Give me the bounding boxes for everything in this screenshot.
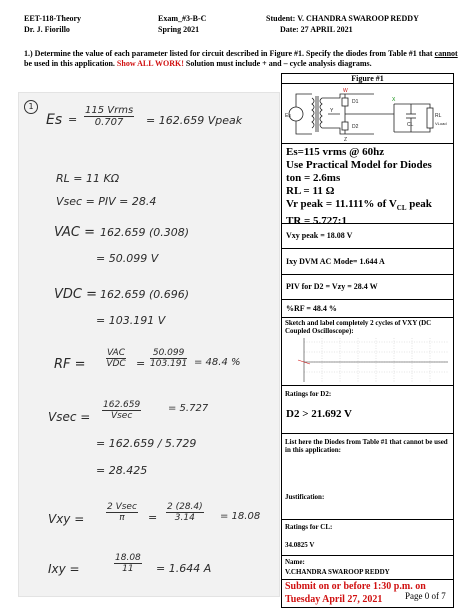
submit-deadline: Submit on or before 1:30 p.m. on Tuesday April 27, 2021 bbox=[282, 580, 453, 608]
hw-ixy-lhs: Ixy = bbox=[48, 562, 80, 576]
hw-vxy-lhs: Vxy = bbox=[48, 512, 85, 526]
svg-text:CL: CL bbox=[407, 122, 414, 128]
hw-vxy-fraction-1: 2 Vsec π bbox=[107, 502, 137, 523]
given-parameters: Es=115 vrms @ 60hz Use Practical Model for Diodes ton = 2.6ms RL = 11 Ω Vr peak = 11.111% of $V_{CL}$ peak TR = 5.727:1 bbox=[282, 144, 453, 224]
hw-rf-value: = 48.4 % bbox=[194, 357, 241, 368]
hw-vxy-fraction-2: $\frac{2 (28.4)}{3.14}$ bbox=[167, 502, 203, 523]
svg-text:Y: Y bbox=[330, 108, 334, 114]
hw-vdc-lhs: VDC = bbox=[54, 287, 98, 302]
sketch-area bbox=[282, 318, 453, 386]
svg-text:X: X bbox=[392, 97, 396, 103]
hw-vsec-div: = 162.659 / 5.729 bbox=[96, 437, 197, 450]
svg-text:D1: D1 bbox=[352, 99, 359, 105]
hw-vdc-expr: 162.659 (0.696) bbox=[100, 288, 190, 301]
name-value: V.CHANDRA SWAROOP REDDY bbox=[285, 568, 390, 576]
svg-text:Es: Es bbox=[285, 113, 291, 119]
hw-es-result: = 162.659 Vpeak bbox=[146, 114, 243, 127]
svg-text:D2: D2 bbox=[352, 124, 359, 130]
sketch-label: Sketch and label completely 2 cycles of VXY (DC Coupled Oscilloscope): bbox=[285, 319, 432, 335]
show-work-warning: Show ALL WORK! bbox=[116, 59, 184, 68]
term: Spring 2021 bbox=[158, 25, 200, 34]
hw-vsec-value: = 28.425 bbox=[96, 464, 148, 477]
answer-piv-d2: PIV for D2 = Vzy = 28.4 W bbox=[282, 275, 453, 300]
instructor-name: Dr. J. Fiorillo bbox=[24, 25, 70, 34]
hw-vsec-piv: Vsec = PIV = 28.4 bbox=[56, 195, 157, 208]
diode-d1 bbox=[342, 98, 348, 106]
ratings-cl: Ratings for CL: 34.0825 V bbox=[282, 520, 453, 556]
problem-circle: 1 bbox=[24, 100, 38, 114]
hw-rl: RL = 11 KΩ bbox=[56, 172, 120, 185]
figure-title: Figure #1 bbox=[282, 73, 453, 84]
hw-vsec-eq: = 5.727 bbox=[168, 403, 209, 414]
circuit-diagram bbox=[282, 84, 453, 144]
ratings-cl-value: 34.0825 V bbox=[285, 541, 315, 549]
justification-label: Justification: bbox=[285, 493, 325, 501]
exam-name: Exam_#3-B-C bbox=[158, 14, 207, 23]
svg-text:W: W bbox=[343, 88, 348, 94]
diode-d2 bbox=[342, 122, 348, 130]
hw-ixy-fraction: $\frac{18.08}{11}$ bbox=[115, 553, 141, 574]
hw-vsec-fraction: 162.659 Vsec bbox=[103, 400, 141, 421]
hw-vsec-lhs: Vsec = bbox=[48, 410, 91, 424]
ratings-d2-value: D2 > 21.692 V bbox=[286, 408, 352, 420]
hw-vac-expr: 162.659 (0.308) bbox=[100, 226, 190, 239]
question-text: 1.) Determine the value of each parameter listed for circuit described in Figure #1. Specify the diodes from Table #1 that cannot be used in this application. Show ALL WORK! Solution must include + and – cycle analysis diagrams. bbox=[24, 49, 458, 68]
handwritten-work-sheet: 1 Es = 115 Vrms 0.707 = 162.659 Vpeak RL = 11 KΩ Vsec = PIV = 28.4 VAC = 162.659 (0.308) = 50.099 V VDC = 162.659 (0.696) = 103.191 V RF = VAC VDC = $\frac{50.099}{103.191}$ = 48.4 % Vsec = 162.659 Vsec = 5.727 = 162.659 / 5.729 = 28.425 Vxy = 2 Vsec π = $\frac{2 (28.4)}{3.14}$ = 18.08 Ixy = $\frac{18.08}{11}$ = 1.644 A bbox=[18, 92, 280, 597]
diode-list: List here the Diodes from Table #1 that cannot be used in this application: Justification: bbox=[282, 434, 453, 520]
hw-rf-fraction-1: VAC VDC bbox=[106, 348, 126, 369]
hw-ixy-value: = 1.644 A bbox=[156, 562, 212, 575]
hw-es-lhs: Es bbox=[46, 112, 63, 128]
answer-vxy-peak: Vxy peak = 18.08 V bbox=[282, 224, 453, 249]
hw-vxy-value: = 18.08 bbox=[220, 511, 261, 522]
hw-vac-value: = 50.099 V bbox=[96, 252, 159, 265]
source-symbol bbox=[289, 107, 303, 121]
question-number: 1.) bbox=[24, 49, 33, 58]
hw-vac-lhs: VAC = bbox=[54, 225, 96, 240]
svg-text:VLoad: VLoad bbox=[435, 121, 447, 126]
page-number: Page 0 of 7 bbox=[405, 591, 446, 601]
answer-ixy: Ixy DVM AC Mode= 1.644 A bbox=[282, 249, 453, 275]
ratings-d2: Ratings for D2: D2 > 21.692 V bbox=[282, 386, 453, 434]
exam-date: Date: 27 APRIL 2021 bbox=[280, 25, 353, 34]
hw-es-fraction: 115 Vrms 0.707 bbox=[85, 105, 134, 128]
svg-text:RL: RL bbox=[435, 113, 442, 119]
hw-rf-lhs: RF = bbox=[54, 357, 86, 372]
hw-rf-fraction-2: $\frac{50.099}{103.191}$ bbox=[150, 348, 188, 369]
resistor-rl bbox=[427, 108, 433, 128]
oscilloscope-grid bbox=[282, 336, 453, 384]
course-name: EET-118-Theory bbox=[24, 14, 82, 23]
circuit-figure bbox=[282, 84, 453, 144]
answer-column bbox=[281, 73, 454, 608]
svg-text:Z: Z bbox=[344, 137, 348, 143]
student-name: Student: V. CHANDRA SWAROOP REDDY bbox=[266, 14, 419, 23]
answer-rf: %RF = 48.4 % bbox=[282, 300, 453, 318]
name-box: Name: V.CHANDRA SWAROOP REDDY bbox=[282, 556, 453, 580]
hw-vdc-value: = 103.191 V bbox=[96, 314, 166, 327]
